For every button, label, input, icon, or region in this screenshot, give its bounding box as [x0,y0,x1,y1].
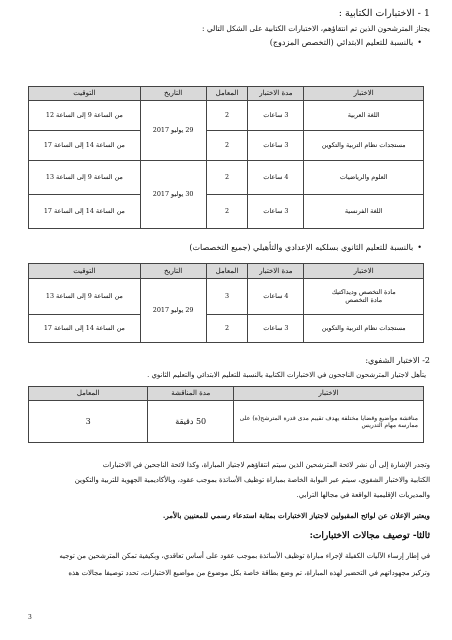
primary-exam-table [28,86,424,229]
table-row [29,161,424,195]
section-2-intro: يتأهل لاجتياز المترشحون الناجحون في الاختبارات الكتابية بالنسبة للتعليم الابتدائي والتعليم الثانوي . [147,371,426,379]
primary-heading: • بالنسبة للتعليم الابتدائي (التخصص المزدوج) [270,38,422,47]
exam-cell: مستجدات نظام التربية والتكوين [304,315,424,343]
header-date: التاريخ [140,87,206,101]
note-official-notice: ويعتبر الإعلان عن لوائح المقبولين لاجتياز الاختبارات بمثابة استدعاء رسمي للمعنيين بالأمر. [162,511,430,520]
duration-cell: 3 ساعات [248,131,304,161]
table-row [29,401,424,443]
duration-cell: 50 دقيقة [148,401,234,443]
duration-cell: 4 ساعات [248,279,304,315]
header-exam: الاختبار [234,387,424,401]
header-duration: مدة الاختبار [248,264,304,279]
header-coefficient: المعامل [206,264,248,279]
table-header-row [29,87,424,101]
table-row [29,195,424,229]
time-cell: من الساعة 9 إلى الساعة 12 [29,101,141,131]
note-line-3: والمديريات الإقليمية الواقعة في مجالها الترابي. [296,491,430,499]
header-time: التوقيت [29,264,141,279]
exam-line-1: مادة التخصص وديداكتيك [331,288,396,297]
exam-line-2: مادة التخصص [345,295,383,304]
exam-cell [304,279,424,315]
coefficient-cell: 2 [206,161,248,195]
coefficient-cell: 3 [206,279,248,315]
exam-cell: مستجدات نظام التربية والتكوين [304,131,424,161]
table-header-row [29,264,424,279]
coefficient-cell: 2 [206,101,248,131]
section-1-title: 1 - الاختبارات الكتابية : [338,8,430,19]
header-exam: الاختبار [304,87,424,101]
section-3-title: ثالثا- توصيف مجالات الاختبارات: [309,531,430,541]
header-date: التاريخ [140,264,206,279]
header-duration: مدة الاختبار [248,87,304,101]
date-cell: 30 يوليو 2017 [140,161,206,229]
duration-cell: 4 ساعات [248,161,304,195]
exam-line-1: مناقشة مواضيع وقضايا مختلفة يهدف تقييم مدى قدرة المترشح(ة) على [239,414,418,422]
table-row [29,279,424,315]
date-cell: 29 يوليو 2017 [140,101,206,161]
table-row [29,315,424,343]
secondary-heading: • بالنسبة للتعليم الثانوي بسلكيه الإعدادي والتأهيلي (جميع التخصصات) [189,243,422,252]
coefficient-cell: 2 [206,131,248,161]
exam-cell: العلوم والرياضيات [304,161,424,195]
time-cell: من الساعة 14 إلى الساعة 17 [29,315,141,343]
header-exam: الاختبار [304,264,424,279]
coefficient-cell: 2 [206,315,248,343]
section-2-title: 2- الاختبار الشفوي: [365,356,430,365]
section-3-line-2: وتركيز مجهوداتهم في التحضير لهذه المباراة، تم وضع بطاقة خاصة بكل موضوع من مواضيع الاختبارات، تحدد توصيفا مجالات هذه [68,569,430,577]
table-header-row [29,387,424,401]
section-3-line-1: في إطار إرساء الآليات الكفيلة لإجراء مباراة توظيف الأساتذة بموجب عقود على أساس تعاقدي، وبكيفية تمكن المترشحين من توجيه [59,552,430,560]
time-cell: من الساعة 9 إلى الساعة 13 [29,161,141,195]
header-coefficient: المعامل [206,87,248,101]
note-line-2: الكتابية والاختبار الشفوي، سيتم عبر البوابة الخاصة بمباراة توظيف الأساتذة بموجب عقود، وبالأكاديمية الجهوية للتربية والتكوين [74,476,430,484]
page-number: 3 [28,614,32,622]
table-row [29,131,424,161]
header-discussion-duration: مدة المناقشة [148,387,234,401]
time-cell: من الساعة 14 إلى الساعة 17 [29,131,141,161]
section-1-intro: يجتاز المترشحون الذين تم انتقاؤهم، الاختبارات الكتابية على الشكل التالي : [202,24,430,33]
coefficient-cell: 3 [29,401,148,443]
exam-cell [234,401,424,443]
duration-cell: 3 ساعات [248,101,304,131]
duration-cell: 3 ساعات [248,315,304,343]
date-cell: 29 يوليو 2017 [140,279,206,343]
header-coefficient: المعامل [29,387,148,401]
secondary-exam-table [28,263,424,343]
duration-cell: 3 ساعات [248,195,304,229]
oral-exam-table [28,386,424,443]
time-cell: من الساعة 14 إلى الساعة 17 [29,195,141,229]
exam-line-2: ممارسة مهام التدريس [361,421,418,429]
header-time: التوقيت [29,87,141,101]
note-line-1: وتجدر الإشارة إلى أن نشر لائحة المترشحين الذين سيتم انتقاؤهم لاجتياز المباراة، وكذا لائحة الناجحين في الاختبارات [102,461,430,469]
coefficient-cell: 2 [206,195,248,229]
time-cell: من الساعة 9 إلى الساعة 13 [29,279,141,315]
exam-cell: اللغة العربية [304,101,424,131]
exam-cell: اللغة الفرنسية [304,195,424,229]
table-row [29,101,424,131]
